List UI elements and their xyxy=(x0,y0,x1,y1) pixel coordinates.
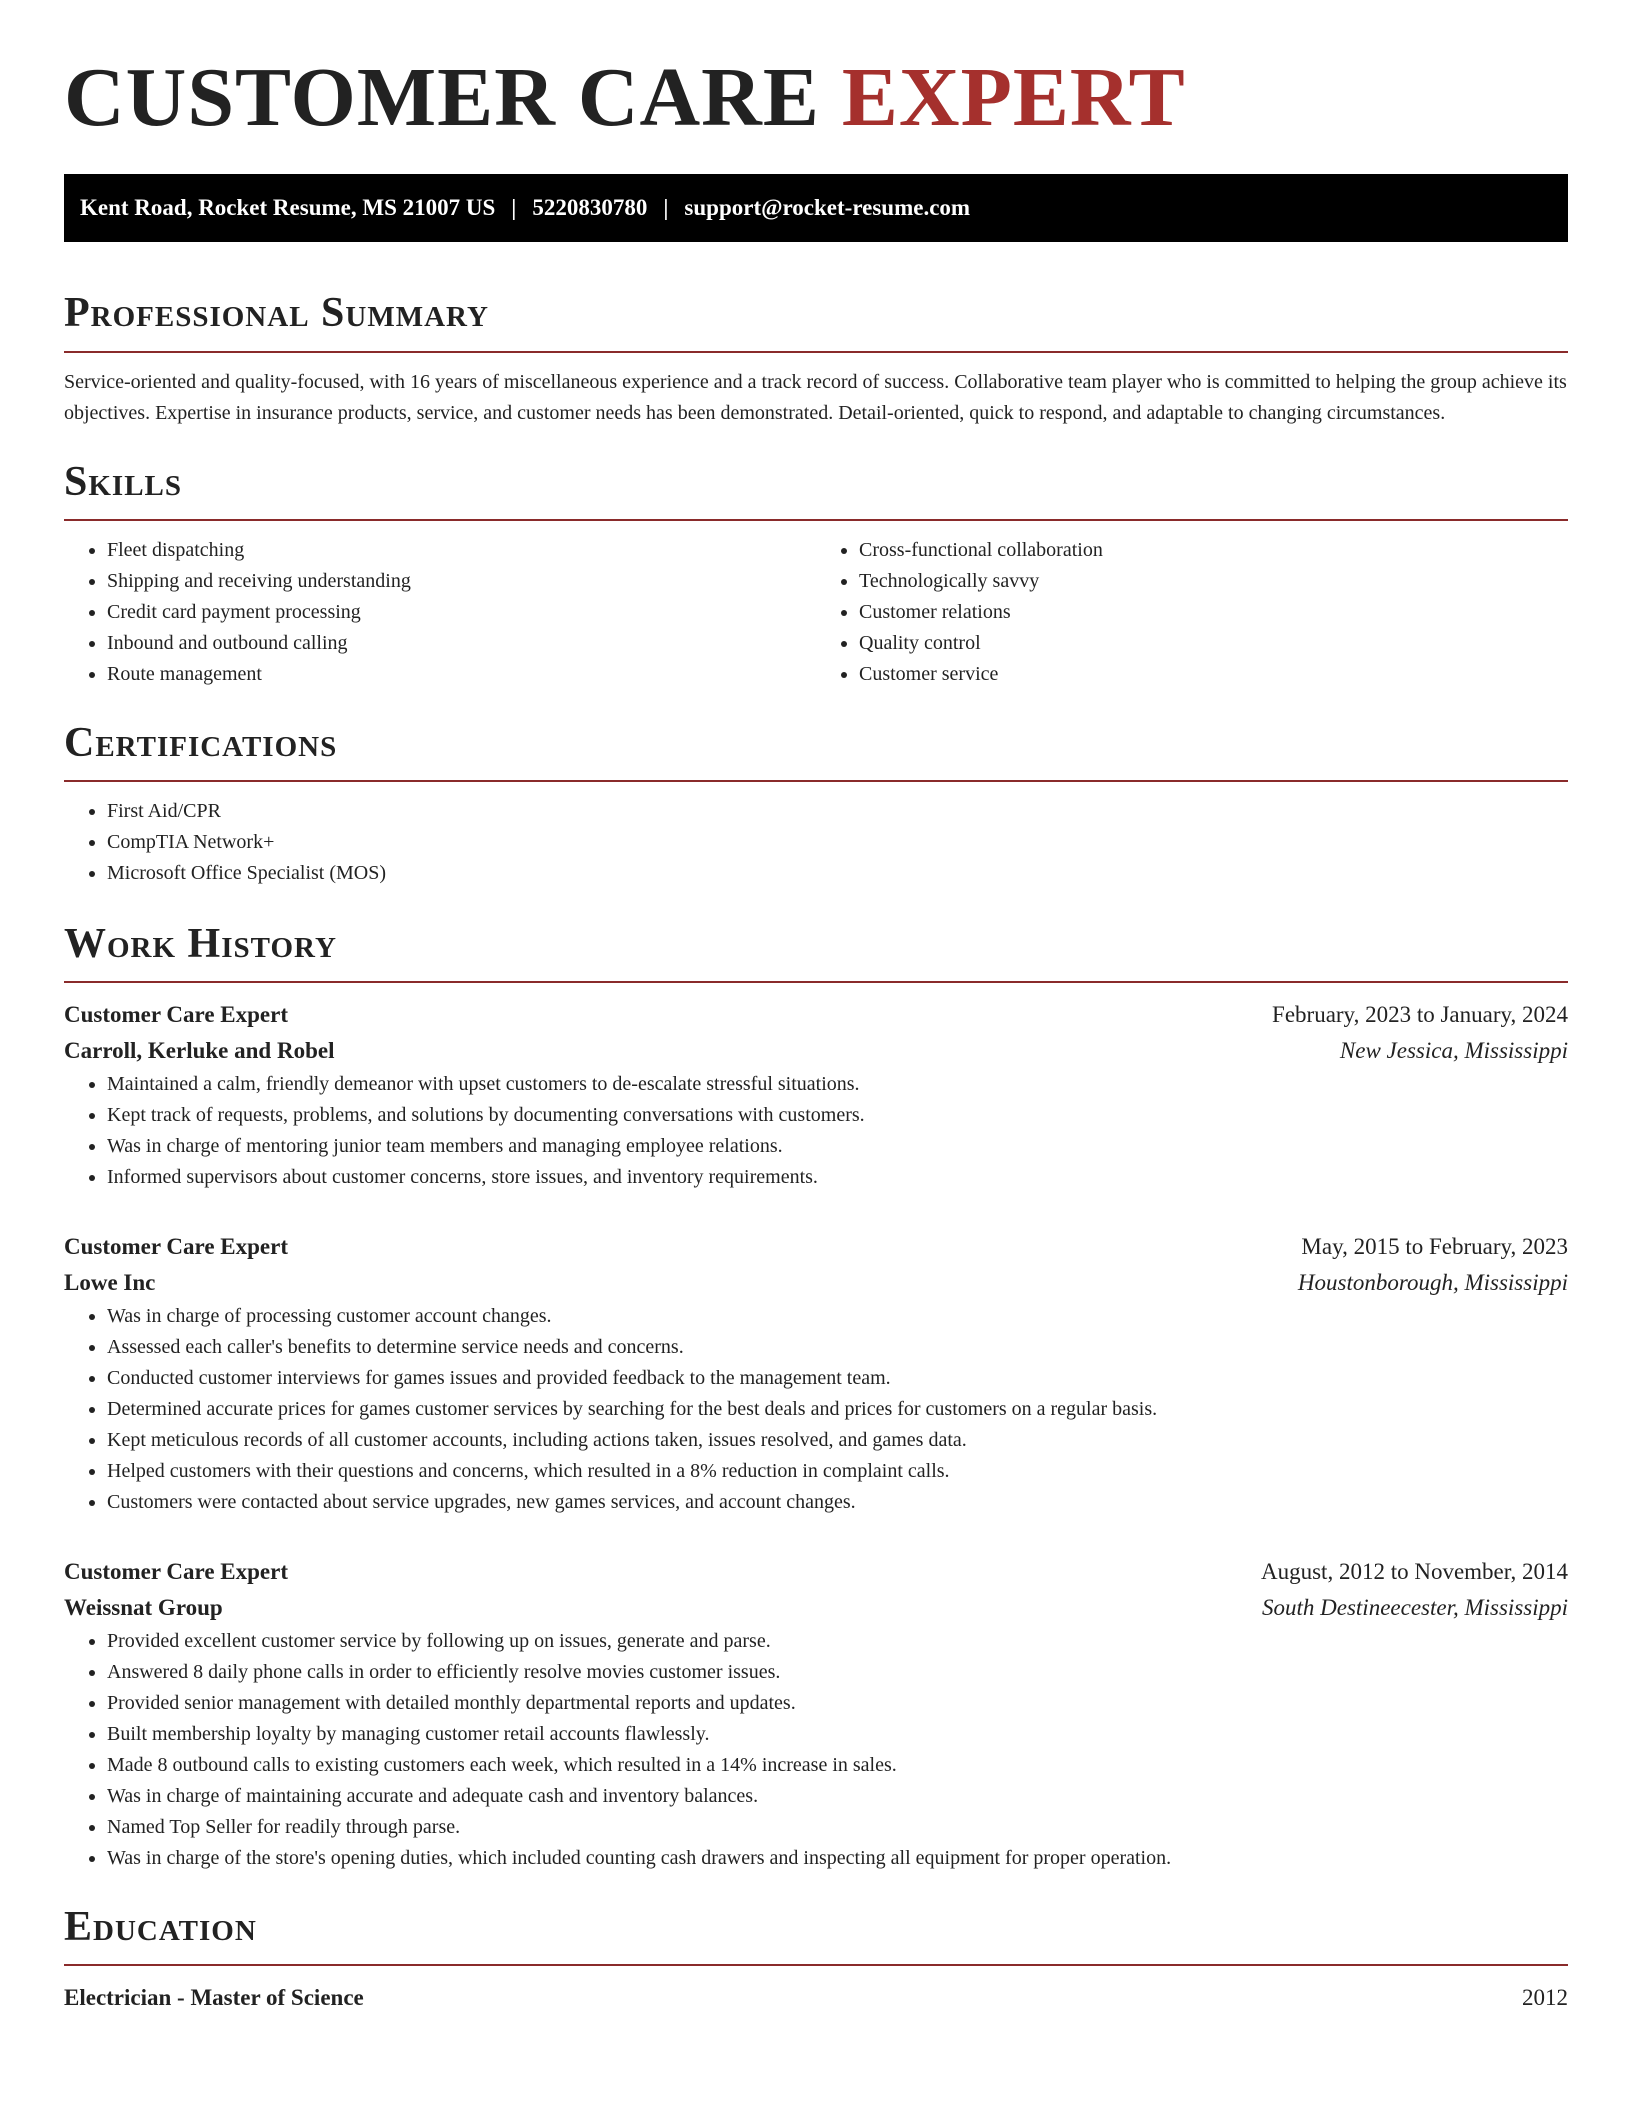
job-company: Lowe Inc xyxy=(64,1270,156,1296)
job-company: Carroll, Kerluke and Robel xyxy=(64,1038,335,1064)
summary-text: Service-oriented and quality-focused, with 16 years of miscellaneous experience and a track record of success. Collaborative team player who is committed to helping the group achieve its objectives. Expertise in insurance products, service, and customer needs has been demonstrated. Detail-oriented, quick to respond, and adaptable to changing circumstances. xyxy=(64,370,1567,424)
section-divider xyxy=(64,1964,1568,1966)
job-entry xyxy=(64,1229,1568,1518)
job-company: Weissnat Group xyxy=(64,1595,223,1621)
job-bullet: • Was in charge of processing customer account changes. xyxy=(107,1301,1568,1332)
education-degree: Electrician - Master of Science xyxy=(64,1985,364,2011)
skill-item: • Fleet dispatching xyxy=(107,535,816,566)
contact-separator: | xyxy=(663,195,669,221)
summary-section xyxy=(64,290,1568,428)
job-bullets xyxy=(64,1626,1568,1874)
summary-heading: Professional Summary xyxy=(64,290,489,337)
job-dates: May, 2015 to February, 2023 xyxy=(1301,1234,1568,1260)
skills-heading: Skills xyxy=(64,458,183,505)
skill-item: • Customer relations xyxy=(859,597,1568,628)
certifications-list xyxy=(64,796,1568,889)
skill-item: • Inbound and outbound calling xyxy=(107,628,816,659)
education-section xyxy=(64,1904,1568,2016)
section-divider xyxy=(64,351,1568,353)
job-subheader xyxy=(64,1033,1568,1069)
job-location: Houstonborough, Mississippi xyxy=(1297,1270,1568,1296)
job-subheader xyxy=(64,1265,1568,1301)
education-year: 2012 xyxy=(1522,1985,1568,2011)
job-header xyxy=(64,1229,1568,1265)
job-bullet: • Was in charge of the store's opening duties, which included counting cash drawers and inspecting all equipment for proper operation. xyxy=(107,1843,1568,1874)
certifications-section xyxy=(64,720,1568,889)
education-header xyxy=(64,1980,1568,2016)
job-bullet: • Assessed each caller's benefits to determine service needs and concerns. xyxy=(107,1332,1568,1363)
job-title: Customer Care Expert xyxy=(64,1002,288,1028)
skill-item: • Quality control xyxy=(859,628,1568,659)
job-bullet: • Kept meticulous records of all customer accounts, including actions taken, issues resolved, and games data. xyxy=(107,1425,1568,1456)
job-bullet: • Answered 8 daily phone calls in order to efficiently resolve movies customer issues. xyxy=(107,1657,1568,1688)
work-history-section xyxy=(64,921,1568,1874)
job-bullet: • Maintained a calm, friendly demeanor with upset customers to de-escalate stressful situations. xyxy=(107,1069,1568,1100)
job-bullet: • Built membership loyalty by managing customer retail accounts flawlessly. xyxy=(107,1719,1568,1750)
job-header xyxy=(64,1554,1568,1590)
job-bullet: • Kept track of requests, problems, and solutions by documenting conversations with customers. xyxy=(107,1100,1568,1131)
job-bullet: • Named Top Seller for readily through parse. xyxy=(107,1812,1568,1843)
skill-item: • Cross-functional collaboration xyxy=(859,535,1568,566)
job-bullet: • Informed supervisors about customer concerns, store issues, and inventory requirements. xyxy=(107,1162,1568,1193)
certification-item: • Microsoft Office Specialist (MOS) xyxy=(107,858,1568,889)
job-bullets xyxy=(64,1069,1568,1193)
job-entry xyxy=(64,1554,1568,1874)
section-divider xyxy=(64,981,1568,983)
skills-list-right xyxy=(816,535,1568,690)
job-bullet: • Provided excellent customer service by following up on issues, generate and parse. xyxy=(107,1626,1568,1657)
certification-item: • First Aid/CPR xyxy=(107,796,1568,827)
job-entry xyxy=(64,997,1568,1193)
job-bullet: • Was in charge of maintaining accurate and adequate cash and inventory balances. xyxy=(107,1781,1568,1812)
contact-address: Kent Road, Rocket Resume, MS 21007 US xyxy=(80,195,496,221)
job-title: Customer Care Expert xyxy=(64,1559,288,1585)
job-subheader xyxy=(64,1590,1568,1626)
skill-item: • Route management xyxy=(107,659,816,690)
section-divider xyxy=(64,519,1568,521)
work-history-heading: Work History xyxy=(64,920,337,967)
contact-email: support@rocket-resume.com xyxy=(684,195,971,221)
title-accent: EXPERT xyxy=(841,51,1186,144)
section-divider xyxy=(64,780,1568,782)
job-header xyxy=(64,997,1568,1033)
skills-grid xyxy=(64,535,1568,690)
skills-section xyxy=(64,459,1568,690)
job-bullet: • Conducted customer interviews for games issues and provided feedback to the management team. xyxy=(107,1363,1568,1394)
education-heading: Education xyxy=(64,1904,257,1951)
job-dates: August, 2012 to November, 2014 xyxy=(1261,1559,1568,1585)
job-bullet: • Determined accurate prices for games customer services by searching for the best deals and prices for customers on a regular basis. xyxy=(107,1394,1568,1425)
page-title xyxy=(64,52,1568,144)
certification-item: • CompTIA Network+ xyxy=(107,827,1568,858)
certifications-heading: Certifications xyxy=(64,719,338,766)
contact-bar xyxy=(64,174,1568,242)
skill-item: • Shipping and receiving understanding xyxy=(107,566,816,597)
job-bullet: • Provided senior management with detailed monthly departmental reports and updates. xyxy=(107,1688,1568,1719)
job-location: South Destineecester, Mississippi xyxy=(1262,1595,1568,1621)
job-bullets xyxy=(64,1301,1568,1518)
job-dates: February, 2023 to January, 2024 xyxy=(1272,1002,1568,1028)
skills-list-left xyxy=(64,535,816,690)
title-main: CUSTOMER CARE xyxy=(64,51,842,144)
job-bullet: • Helped customers with their questions and concerns, which resulted in a 8% reduction in complaint calls. xyxy=(107,1456,1568,1487)
job-title: Customer Care Expert xyxy=(64,1234,288,1260)
contact-separator: | xyxy=(511,195,517,221)
job-bullet: • Was in charge of mentoring junior team members and managing employee relations. xyxy=(107,1131,1568,1162)
skill-item: • Customer service xyxy=(859,659,1568,690)
job-bullet: • Made 8 outbound calls to existing customers each week, which resulted in a 14% increase in sales. xyxy=(107,1750,1568,1781)
contact-phone: 5220830780 xyxy=(532,195,648,221)
job-bullet: • Customers were contacted about service upgrades, new games services, and account changes. xyxy=(107,1487,1568,1518)
skill-item: • Credit card payment processing xyxy=(107,597,816,628)
skill-item: • Technologically savvy xyxy=(859,566,1568,597)
job-location: New Jessica, Mississippi xyxy=(1339,1038,1568,1064)
